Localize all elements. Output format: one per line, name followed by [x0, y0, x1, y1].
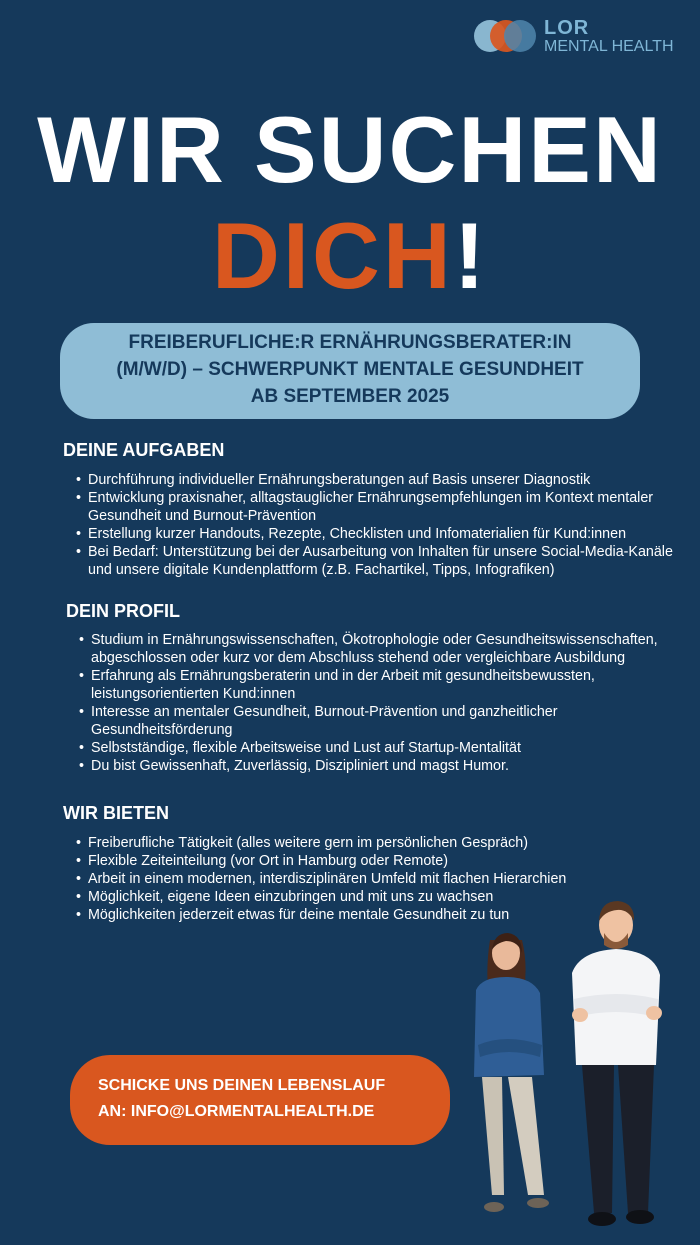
list-item: • Möglichkeiten jederzeit etwas für deine mentale Gesundheit zu tun: [76, 906, 636, 924]
logo-circles-icon: [474, 20, 538, 52]
logo-subtitle: MENTAL HEALTH: [544, 38, 674, 55]
profil-list: [65, 631, 679, 775]
list-item: • Erfahrung als Ernährungsberaterin und in der Arbeit mit gesundheitsbewussten, leistungsorientierten Kund:innen: [79, 667, 679, 703]
section-title-bieten: WIR BIETEN: [63, 803, 169, 823]
team-photo: [462, 895, 672, 1230]
logo-name: LOR: [544, 17, 590, 39]
list-item: • Erstellung kurzer Handouts, Rezepte, Checklisten und Infomaterialien für Kund:innen: [76, 525, 686, 543]
man-figure: [572, 901, 662, 1226]
headline-highlight: DICH: [211, 203, 454, 308]
cta-line2: AN: INFO@LORMENTALHEALTH.DE: [98, 1103, 375, 1120]
list-item: • Interesse an mentaler Gesundheit, Burnout-Prävention und ganzheitlicher Gesundheitsförderung: [79, 703, 679, 739]
aufgaben-list: [62, 471, 686, 579]
list-item: • Selbstständige, flexible Arbeitsweise und Lust auf Startup-Mentalität: [79, 739, 679, 757]
list-item: • Möglichkeit, eigene Ideen einzubringen und mit uns zu wachsen: [76, 888, 636, 906]
list-item: • Bei Bedarf: Unterstützung bei der Ausarbeitung von Inhalten für unsere Social-Media-Kanäle und unsere digitale Kundenplattform (z.B. Fachartikel, Tipps, Infografiken): [76, 543, 686, 579]
list-item: • Du bist Gewissenhaft, Zuverlässig, Diszipliniert und magst Humor.: [79, 757, 679, 775]
woman-figure: [474, 933, 549, 1212]
position-title-badge: [60, 323, 640, 419]
headline-line1: WIR SUCHEN: [37, 97, 663, 202]
apply-cta-button[interactable]: [70, 1055, 450, 1145]
position-line2: (M/W/D) – SCHWERPUNKT MENTALE GESUNDHEIT: [116, 359, 584, 380]
list-item: • Flexible Zeiteinteilung (vor Ort in Hamburg oder Remote): [76, 852, 636, 870]
position-line1: FREIBERUFLICHE:R ERNÄHRUNGSBERATER:IN: [128, 332, 572, 353]
section-title-aufgaben: DEINE AUFGABEN: [63, 440, 225, 460]
section-title-profil: DEIN PROFIL: [66, 601, 181, 621]
list-item: • Durchführung individueller Ernährungsberatungen auf Basis unserer Diagnostik: [76, 471, 686, 489]
cta-line1: SCHICKE UNS DEINEN LEBENSLAUF: [98, 1077, 386, 1094]
list-item: • Arbeit in einem modernen, interdisziplinären Umfeld mit flachen Hierarchien: [76, 870, 636, 888]
brand-logo: [474, 18, 674, 58]
list-item: • Studium in Ernährungswissenschaften, Ökotrophologie oder Gesundheitswissenschaften, abgeschlossen oder kurz vor dem Abschluss stehend oder vergleichbare Ausbildung: [79, 631, 679, 667]
position-line3: AB SEPTEMBER 2025: [250, 386, 450, 407]
headline-exclamation: !: [453, 203, 489, 308]
list-item: • Entwicklung praxisnaher, alltagstauglicher Ernährungsempfehlungen im Kontext mentaler Gesundheit und Burnout-Prävention: [76, 489, 686, 525]
list-item: • Freiberufliche Tätigkeit (alles weitere gern im persönlichen Gespräch): [76, 834, 636, 852]
headline-line2: [0, 203, 700, 308]
